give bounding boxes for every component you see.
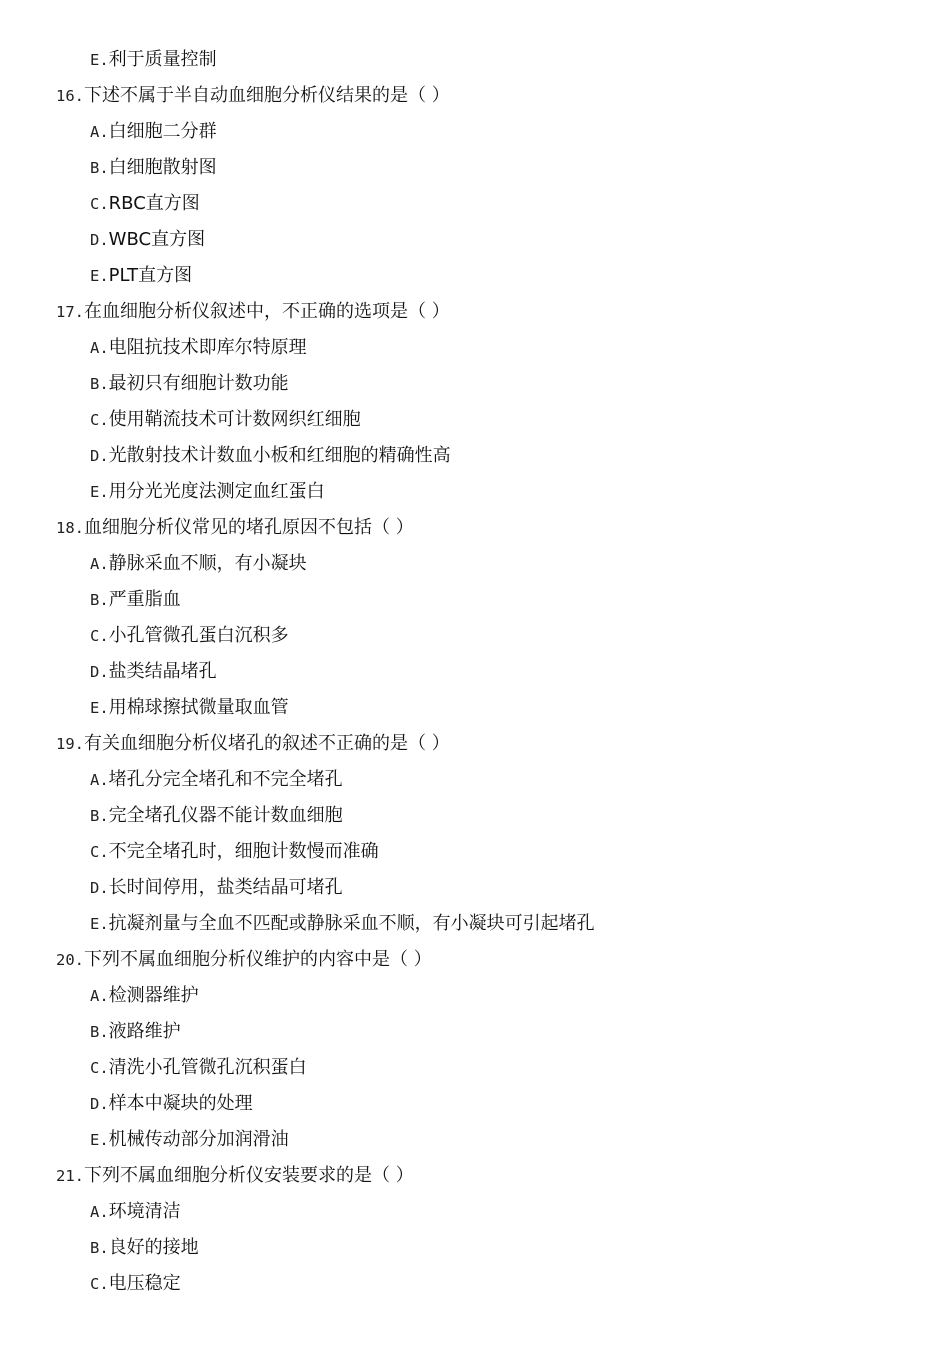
option-text: 使用鞘流技术可计数网织红细胞 [108,409,361,430]
option-text: 用分光光度法测定血红蛋白 [108,481,325,502]
option-letter: E. [90,1131,109,1149]
question-stem [56,510,414,546]
answer-option [90,402,361,438]
answer-option [90,114,217,150]
answer-option [90,330,307,366]
question-number: 21. [56,1167,84,1185]
question-text: 血细胞分析仪常见的堵孔原因不包括（ ） [84,517,414,538]
option-text: 清洗小孔管微孔沉积蛋白 [108,1057,307,1078]
option-text: 严重脂血 [108,589,181,610]
option-letter: C. [90,627,109,645]
option-text: 电阻抗技术即库尔特原理 [108,337,307,358]
answer-option [90,1194,181,1230]
option-text: RBC直方图 [108,193,200,214]
answer-option [90,654,217,690]
option-letter: C. [90,411,109,429]
question-text: 在血细胞分析仪叙述中，不正确的选项是（ ） [84,301,450,322]
answer-option [90,1014,181,1050]
answer-option [90,438,451,474]
answer-option [90,834,379,870]
question-number: 18. [56,519,84,537]
question-number: 19. [56,735,84,753]
answer-option [90,1050,307,1086]
question-text: 有关血细胞分析仪堵孔的叙述不正确的是（ ） [84,733,450,754]
question-number: 17. [56,303,84,321]
option-text: 液路维护 [108,1021,181,1042]
question-stem [56,726,450,762]
option-text: PLT直方图 [108,265,193,286]
question-stem [56,942,432,978]
option-letter: B. [90,375,109,393]
option-letter: E. [90,267,109,285]
question-text: 下述不属于半自动血细胞分析仪结果的是（ ） [84,85,450,106]
option-text: 最初只有细胞计数功能 [108,373,289,394]
answer-option [90,150,217,186]
question-text: 下列不属血细胞分析仪维护的内容中是（ ） [84,949,432,970]
option-letter: B. [90,159,109,177]
option-text: 利于质量控制 [108,49,217,70]
option-letter: E. [90,483,109,501]
option-letter: A. [90,123,109,141]
option-letter: D. [90,663,109,681]
option-text: 白细胞二分群 [108,121,217,142]
answer-option [90,762,343,798]
answer-option [90,582,181,618]
answer-option [90,42,217,78]
option-text: 长时间停用，盐类结晶可堵孔 [108,877,343,898]
option-text: 良好的接地 [108,1237,199,1258]
option-text: 抗凝剂量与全血不匹配或静脉采血不顺，有小凝块可引起堵孔 [108,913,595,934]
answer-option [90,474,325,510]
answer-option [90,978,199,1014]
option-text: 盐类结晶堵孔 [108,661,217,682]
option-letter: C. [90,843,109,861]
option-text: 机械传动部分加润滑油 [108,1129,289,1150]
option-letter: A. [90,1203,109,1221]
option-letter: C. [90,1059,109,1077]
question-text: 下列不属血细胞分析仪安装要求的是（ ） [84,1165,414,1186]
question-number: 16. [56,87,84,105]
answer-option [90,798,343,834]
option-text: 不完全堵孔时，细胞计数慢而准确 [108,841,379,862]
option-text: 电压稳定 [108,1273,181,1294]
answer-option [90,258,192,294]
answer-option [90,186,200,222]
option-letter: B. [90,1023,109,1041]
answer-option [90,1266,181,1302]
option-text: 完全堵孔仪器不能计数血细胞 [108,805,343,826]
answer-option [90,1122,289,1158]
answer-option [90,870,343,906]
option-text: 光散射技术计数血小板和红细胞的精确性高 [108,445,451,466]
question-stem [56,78,450,114]
option-letter: A. [90,771,109,789]
option-letter: B. [90,807,109,825]
answer-option [90,1230,199,1266]
option-text: 样本中凝块的处理 [108,1093,253,1114]
option-letter: E. [90,699,109,717]
answer-option [90,690,289,726]
answer-option [90,366,289,402]
answer-option [90,222,205,258]
option-text: WBC直方图 [108,229,206,250]
option-letter: B. [90,1239,109,1257]
option-text: 堵孔分完全堵孔和不完全堵孔 [108,769,343,790]
option-text: 白细胞散射图 [108,157,217,178]
answer-option [90,906,595,942]
option-letter: A. [90,987,109,1005]
answer-option [90,1086,253,1122]
option-letter: A. [90,339,109,357]
option-text: 小孔管微孔蛋白沉积多 [108,625,289,646]
option-letter: E. [90,51,109,69]
option-letter: E. [90,915,109,933]
option-letter: D. [90,879,109,897]
option-text: 用棉球擦拭微量取血管 [108,697,289,718]
question-stem [56,1158,414,1194]
option-text: 环境清洁 [108,1201,181,1222]
question-number: 20. [56,951,84,969]
option-letter: A. [90,555,109,573]
answer-option [90,618,289,654]
option-letter: D. [90,231,109,249]
option-letter: D. [90,447,109,465]
option-letter: C. [90,195,109,213]
option-letter: B. [90,591,109,609]
option-letter: D. [90,1095,109,1113]
question-stem [56,294,450,330]
option-text: 静脉采血不顺，有小凝块 [108,553,307,574]
answer-option [90,546,307,582]
option-letter: C. [90,1275,109,1293]
option-text: 检测器维护 [108,985,199,1006]
